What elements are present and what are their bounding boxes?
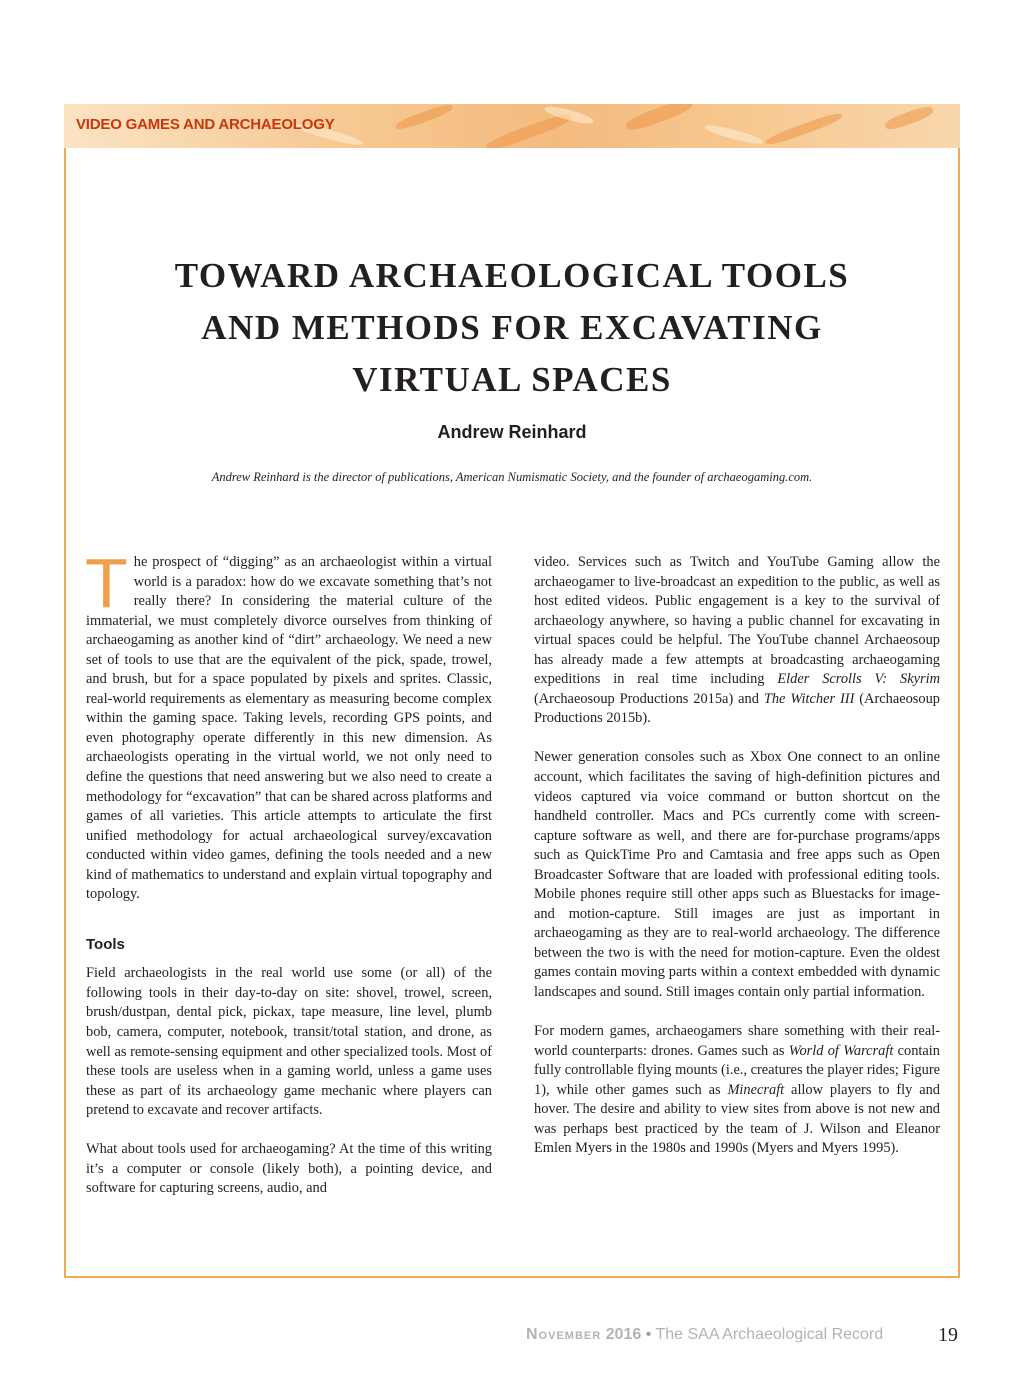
footer-year: 2016: [605, 1326, 642, 1343]
page-number: 19: [938, 1324, 958, 1346]
intro-text: he prospect of “digging” as an archaeologist within a virtual world is a paradox: how do we excavate something that’s not really there? In considering the material culture of the immaterial, we must completely divorce ourselves from thinking of archaeogaming as another kind of “dirt” archaeology. We need a new set of tools to use that are the equivalent of the pick, spade, trowel, and brush, but for a space populated by pixels and sprites. Classic, real-world requirements as elementary as measuring become complex within the gaming space. Taking levels, recording GPS points, and even photography operate differently in this new dimension. As archaeologists operating in the virtual world, we not only need to define the questions that need answering but we also need to create a methodology for “excavation” that can be shared across platforms and games of all varieties. This article attempts to articulate the first unified methodology for actual archaeological survey/excavation conducted within video games, defining the tools needed and a new kind of mathematics to understand and explain virtual topography and topology.: [86, 554, 492, 903]
body-paragraph: [534, 1022, 940, 1159]
text-run: (Archaeosoup Productions 2015b).: [534, 690, 940, 727]
author-name: Andrew Reinhard: [437, 422, 587, 442]
intro-paragraph: [85, 544, 492, 905]
body-paragraph: Newer generation consoles such as Xbox One connect to an online account, which facilitates the saving of high-definition pictures and videos captured via voice command or button shortcut on the handheld controller. Macs and PCs currently come with screen-capture software as well, and there are for-purchase programs/apps such as QuickTime Pro and Camtasia and free apps such as Open Broadcaster Software that are loaded with professional editing tools. Mobile phones require still other apps such as Bluestacks for image- and motion-capture. Still images are just as important in archaeogaming as they are to real-world archaeology. The difference between the two is with the need for motion-capture. Even the oldest games contain moving parts within a context embedded with dynamic landscapes and sound. Still images contain only partial information.: [534, 749, 940, 1001]
banner-texture: [704, 122, 764, 146]
game-title: Minecraft: [727, 1081, 785, 1098]
drop-cap: T: [85, 544, 128, 622]
section-heading-tools: Tools: [86, 935, 125, 953]
banner-texture: [394, 104, 454, 132]
article-title: [100, 250, 924, 406]
left-column: [85, 544, 492, 1199]
banner-texture: [765, 111, 844, 148]
title-line: AND METHODS FOR EXCAVATING: [201, 308, 823, 347]
running-footer: [526, 1326, 883, 1344]
body-paragraph: [534, 553, 940, 729]
text-run: contain fully controllable flying mounts (i.e., creatures the player rides; Figure 1), while other games such as: [534, 1042, 941, 1098]
body-paragraph: Field archaeologists in the real world use some (or all) of the following tools in their day-to-day on site: shovel, trowel, screen, brush/dustpan, dental pick, pickax, tape measure, line level, plumb bob, camera, computer, notebook, transit/total station, and drone, as well as remote-sensing equipment and other specialized tools. Most of these tools are useless when in a gaming world, unless a game uses these as part of its archaeology game mechanic where players can pretend to excavate and recover artifacts.: [86, 965, 492, 1119]
title-line: TOWARD ARCHAEOLOGICAL TOOLS: [174, 256, 850, 295]
game-title: Elder Scrolls V: Skyrim: [777, 671, 940, 688]
right-column: [534, 553, 940, 1159]
section-label: VIDEO GAMES AND ARCHAEOLOGY: [76, 116, 335, 133]
text-run: allow players to fly and hover. The desire and ability to view sites from above is not new and was perhaps best practiced by the team of J. Wilson and Eleanor Emlen Myers in the 1980s and 1990s (Myers and Myers 1995).: [534, 1081, 940, 1157]
game-title: World of Warcraft: [788, 1042, 894, 1059]
section-banner: [64, 104, 960, 148]
banner-texture: [883, 104, 934, 132]
footer-month: November: [526, 1326, 602, 1343]
text-run: For modern games, archaeogamers share something with their real-world counterparts: drones. Games such as: [534, 1023, 940, 1059]
footer-publication: The SAA Archaeological Record: [655, 1326, 884, 1343]
footer-bullet: •: [645, 1326, 652, 1343]
author-affiliation: Andrew Reinhard is the director of publications, American Numismatic Society, and the founder of archaeogaming.com.: [211, 470, 813, 484]
game-title: The Witcher III: [763, 690, 855, 707]
banner-texture: [624, 104, 695, 134]
text-run: (Archaeosoup Productions 2015a) and: [534, 690, 764, 707]
title-line: VIRTUAL SPACES: [352, 360, 672, 399]
text-run: video. Services such as Twitch and YouTube Gaming allow the archaeogamer to live-broadcast an expedition to the public, as well as host edited videos. Public engagement is a key to the survival of archaeology anywhere, so having a public channel for excavating in virtual spaces could be helpful. The YouTube channel Archaeosoup has already made a few attempts at broadcasting archaeogaming expeditions in real time including: [534, 554, 940, 688]
body-paragraph: What about tools used for archaeogaming? At the time of this writing it’s a computer or console (likely both), a pointing device, and software for capturing screens, audio, and: [86, 1141, 492, 1197]
